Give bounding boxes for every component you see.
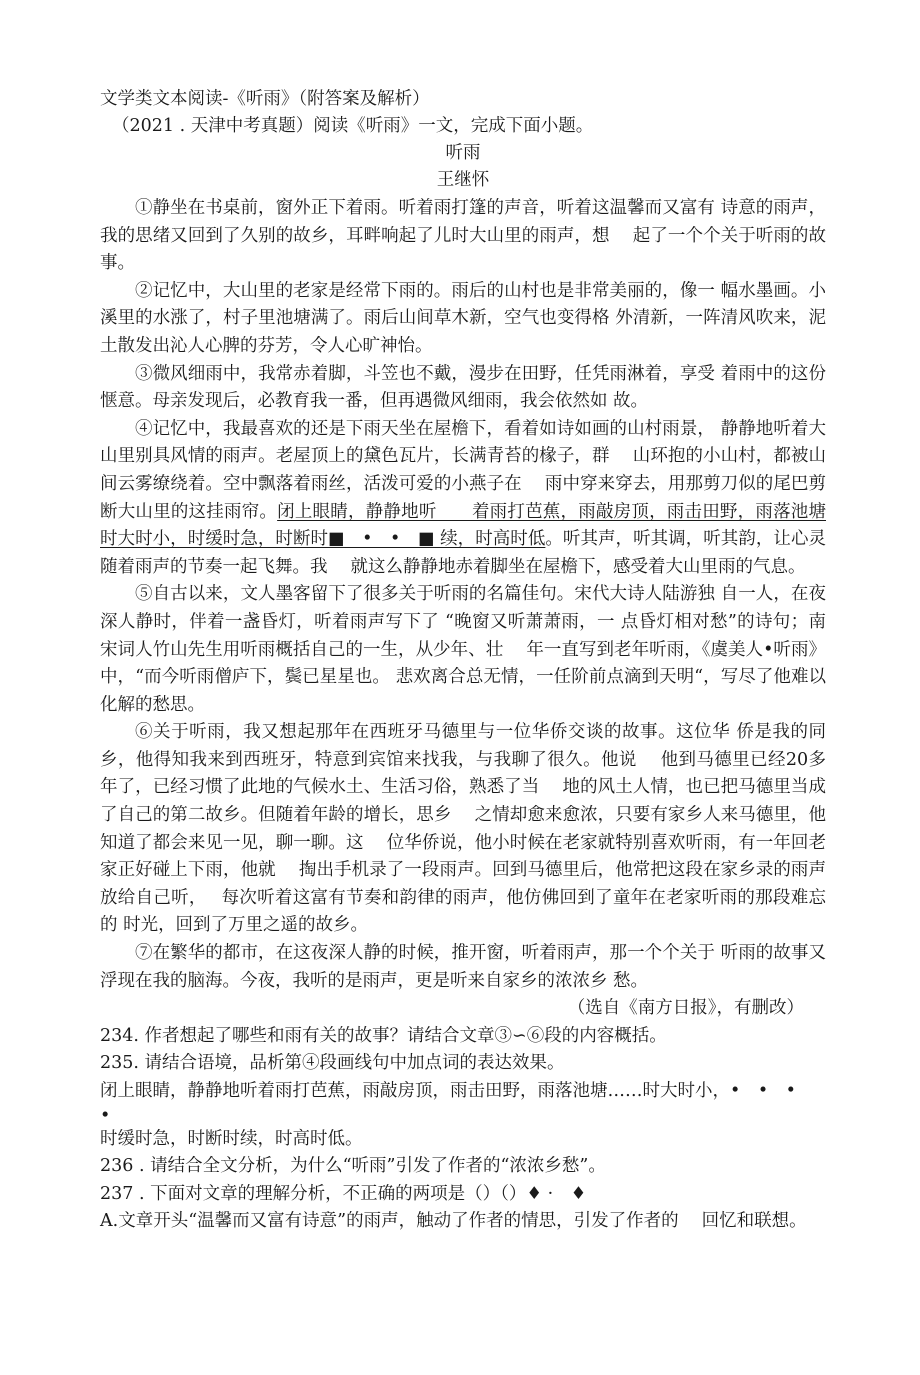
document-title: 文学类文本阅读-《听雨》（附答案及解析）	[100, 89, 430, 109]
question-source: （2021 . 天津中考真题）阅读《听雨》一文，完成下面小题。	[112, 115, 594, 136]
document-page	[100, 86, 826, 1236]
question-236: 236 . 请结合全文分析，为什么“听雨”引发了作者的“浓浓乡愁”。	[100, 1156, 606, 1177]
question-235: 235. 请结合语境，品析第④段画线句中加点词的表达效果。	[100, 1053, 565, 1074]
paragraph-2: ②记忆中，大山里的老家是经常下雨的。雨后的山村也是非常美丽的，像一 幅水墨画。小溪里的水涨了，村子里池塘满了。雨后山间草木新，空气也变得格 外清新，一阵清风吹来，泥土散发出沁人心脾的芬芳，令人心旷神怡。	[100, 280, 826, 356]
article-citation: （选自《南方日报》，有删改）	[567, 998, 804, 1019]
question-237: 237 . 下面对文章的理解分析，不正确的两项是（）（）♦ · ♦	[100, 1183, 587, 1204]
paragraph-6: ⑥关于听雨，我又想起那年在西班牙马德里与一位华侨交谈的故事。这位华 侨是我的同乡，他得知我来到西班牙，特意到宾馆来找我，与我聊了很久。他说 他到马德里已经20多年了，已经习惯了此地的气候水土、生活习俗，熟悉了当 地的风土人情，也已把马德里当成了自己的第二故乡。但随着年龄的增长，思乡 之情却愈来愈浓，只要有家乡人来马德里，他知道了都会来见一见，聊一聊。这 位华侨说，他小时候在老家就特别喜欢听雨，有一年回老家正好碰上下雨，他就 掏出手机录了一段雨声。回到马德里后，他常把这段在家乡录的雨声放给自己听， 每次听着这富有节奏和韵律的雨声，他仿佛回到了童年在老家听雨的那段难忘的 时光，回到了万里之遥的故乡。	[100, 722, 826, 936]
paragraph-4-underlined-sentence: 闭上眼睛，静静地听 着雨打芭蕉，雨敲房顶，雨击田野，雨落池塘时大时小，时缓时急，时断时■ • • ■ 续，时高时低	[100, 501, 826, 550]
question-235-quote-dot: •	[100, 1105, 111, 1126]
article-author: 王继怀	[436, 169, 490, 190]
paragraph-4	[100, 416, 826, 582]
paragraph-4-text-a: ④记忆中，我最喜欢的还是下雨天坐在屋檐下，看着如诗如画的山村雨景， 静静地听着大山里别具风情的雨声。老屋顶上的黛色瓦片，长满青苔的椽子，群 山环抱的小山村，都被山间云雾缭绕着。空中飘落着雨丝，活泼可爱的小燕子在 雨中穿来穿去，用那剪刀似的尾巴剪断大山里的这挂雨帘。	[100, 418, 826, 522]
paragraph-3: ③微风细雨中，我常赤着脚，斗笠也不戴，漫步在田野，任凭雨淋着，享受 着雨中的这份惬意。母亲发现后，必教育我一番，但再遇微风细雨，我会依然如 故。	[100, 363, 826, 412]
question-235-quote-line-2: 时缓时急，时断时续，时高时低。	[100, 1128, 363, 1149]
paragraph-5: ⑤自古以来，文人墨客留下了很多关于听雨的名篇佳句。宋代大诗人陆游独 自一人，在夜深人静时，伴着一盏昏灯，听着雨声写下了 “晚窗又听萧萧雨，一 点昏灯相对愁”的诗句；南宋词人竹山先生用听雨概括自己的一生，从少年、壮 年一直写到老年听雨，《虞美人•听雨》中，“而今听雨僧庐下，鬓已星星也。 悲欢离合总无情，一任阶前点滴到天明“，写尽了他难以化解的愁思。	[100, 584, 826, 715]
paragraph-7: ⑦在繁华的都市，在这夜深人静的时候，推开窗，听着雨声，那一个个关于 听雨的故事又浮现在我的脑海。今夜，我听的是雨声，更是听来自家乡的浓浓乡 愁。	[100, 943, 826, 991]
article-title: 听雨	[445, 143, 481, 163]
question-237-option-a: A.文章开头“温馨而又富有诗意”的雨声，触动了作者的情思，引发了作者的 回忆和联想。	[100, 1211, 807, 1232]
question-235-quote-line-1: 闭上眼睛，静静地听着雨打芭蕉，雨敲房顶，雨击田野，雨落池塘……时大时小，• • •	[100, 1081, 796, 1101]
question-234: 234. 作者想起了哪些和雨有关的故事？请结合文章③∽⑥段的内容概括。	[100, 1025, 667, 1046]
paragraph-4-text-b: 。听其声，听其调，听其韵，让心灵随着雨声的节奏一起飞舞。我 就这么静静地赤着脚坐在屋檐下，感受着大山里雨的气息。	[100, 529, 827, 577]
paragraph-1: ①静坐在书桌前，窗外正下着雨。听着雨打篷的声音，听着这温馨而又富有 诗意的雨声，我的思绪又回到了久别的故乡，耳畔响起了儿时大山里的雨声，想 起了一个个关于听雨的故事。	[100, 198, 826, 274]
